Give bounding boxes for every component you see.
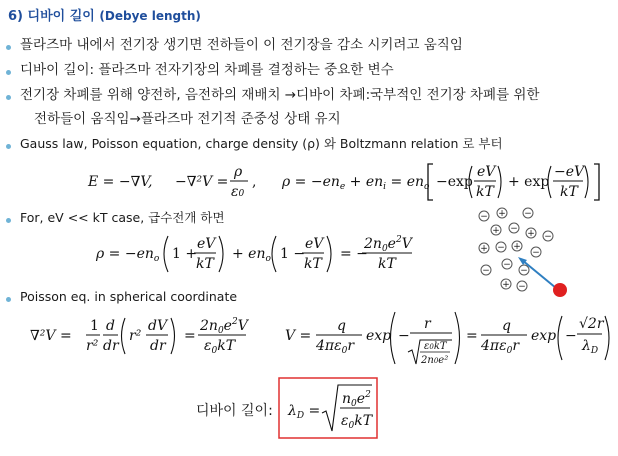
svg-text:λD =: $\lambda_D$ =: [288, 403, 321, 421]
svg-text:eV: eV: [477, 164, 496, 180]
svg-text:−: −: [544, 232, 552, 242]
svg-text:−: −: [482, 266, 490, 276]
svg-text:r²: r²: [86, 338, 99, 354]
svg-text:+ exp: + exp: [508, 174, 550, 190]
svg-text:,: ,: [252, 174, 257, 190]
svg-text:n0e2: $n_0e^2$: [342, 390, 371, 409]
title-number: 6): [8, 9, 23, 24]
svg-text:+: +: [527, 229, 535, 239]
svg-text:r: r: [424, 316, 431, 332]
svg-text:2n0e²: 2n0e²: [421, 355, 449, 366]
equation-spherical-poisson: [0, 308, 618, 370]
svg-text:√2r: √2r: [579, 316, 604, 332]
svg-text:−: −: [398, 328, 410, 344]
bullet-dot-icon: [6, 70, 11, 75]
bullet-4: Gauss law, Poisson equation, charge density (ρ) 와 Boltzmann relation 로 부터: [20, 136, 503, 151]
svg-text:ε0: ε0: [231, 184, 245, 200]
bullet-dot-icon: [6, 95, 11, 100]
svg-text:V =: V =: [285, 328, 312, 344]
svg-text:dr: dr: [103, 338, 119, 354]
section-title: [8, 5, 201, 24]
svg-text:+: +: [502, 280, 510, 290]
bullet-3-continuation: 전하들이 움직임→플라즈마 전기적 준중성 상태 유지: [34, 111, 341, 127]
svg-text:−: −: [520, 266, 528, 276]
svg-text:+: +: [480, 244, 488, 254]
probe-charge: [553, 283, 567, 297]
svg-text:r²: r²: [129, 328, 142, 344]
svg-text:−: −: [503, 260, 511, 270]
svg-text:exp: exp: [531, 328, 557, 344]
svg-text:+: +: [513, 242, 521, 252]
svg-text:1: 1: [90, 318, 99, 334]
equation-gauss-poisson: [0, 158, 618, 204]
bullet-5: For, eV << kT case, 급수전개 하면: [20, 210, 225, 225]
svg-text:∇²V =: ∇²V =: [30, 328, 72, 344]
bullet-dot-icon: [6, 45, 11, 50]
svg-text:q: q: [337, 318, 346, 334]
title-english: (Debye length): [99, 9, 201, 23]
svg-text:−: −: [524, 209, 532, 219]
svg-text:+ eno: + $en_o$: [232, 246, 271, 264]
svg-text:dr: dr: [150, 338, 166, 354]
svg-text:kT: kT: [476, 184, 494, 200]
svg-text:exp: exp: [366, 328, 392, 344]
svg-text:= −: = −: [340, 246, 368, 262]
bullet-1: 플라즈마 내에서 전기장 생기면 전하들이 이 전기장을 감소 시키려고 움직임: [20, 37, 463, 53]
bullet-dot-icon: [6, 297, 11, 302]
bullet-2: 디바이 길이: 플라즈마 전자기장의 차폐를 결정하는 중요한 변수: [20, 62, 394, 78]
svg-text:4πε0r: $4\pi\varepsilon_0r$: [481, 338, 520, 356]
svg-text:=: =: [466, 328, 478, 344]
svg-text:2n0e2V: $2n_0e^2V$: [200, 317, 248, 336]
svg-text:+: +: [498, 209, 506, 219]
bullet-dot-icon: [6, 144, 11, 149]
svg-text:ρ: ρ: [234, 164, 243, 180]
svg-text:−: −: [532, 248, 540, 258]
title-korean: 디바이 길이: [27, 9, 95, 24]
svg-text:+: +: [492, 226, 500, 236]
svg-text:kT: kT: [304, 256, 322, 272]
svg-text:d: d: [106, 318, 115, 334]
debye-shielding-diagram: [474, 200, 604, 300]
svg-text:kT: kT: [196, 256, 214, 272]
bullet-dot-icon: [6, 218, 11, 223]
svg-text:ε0kT: $\varepsilon_0kT$: [204, 338, 236, 356]
svg-text:kT: kT: [560, 184, 578, 200]
svg-text:eV: eV: [305, 236, 324, 252]
svg-text:−: −: [497, 243, 505, 253]
svg-text:ρ = −ene + eni = eno: $\rho = -en_e + en_i = en_o$: [282, 174, 430, 192]
bullet-6: Poisson eq. in spherical coordinate: [20, 289, 238, 304]
svg-text:1 +: 1 +: [172, 246, 198, 262]
svg-text:−: −: [510, 224, 518, 234]
svg-text:λD: $\lambda_D$: [582, 338, 599, 356]
svg-text:2n0e2V: $2n_0e^2V$: [364, 235, 412, 254]
svg-text:ε0kT: $\varepsilon_0kT$: [341, 413, 373, 431]
svg-text:q: q: [502, 318, 511, 334]
svg-text:−∇²V =: −∇²V =: [175, 174, 229, 190]
svg-text:eV: eV: [197, 236, 216, 252]
svg-text:ρ = −eno: $\rho = -en_o$: [96, 246, 160, 264]
svg-text:4πε0r: $4\pi\varepsilon_0r$: [316, 338, 355, 356]
debye-length-formula-box: [278, 377, 378, 439]
equation-charge-expansion: [0, 230, 470, 276]
debye-length-label: 디바이 길이:: [196, 403, 273, 419]
svg-text:−eV: −eV: [554, 164, 585, 180]
svg-text:−: −: [518, 282, 526, 292]
svg-text:=: =: [184, 328, 196, 344]
svg-text:ε0kT: ε0kT: [424, 341, 447, 352]
svg-text:dV: dV: [148, 318, 168, 334]
bullet-3: 전기장 차폐를 위해 양전하, 음전하의 재배치 →디바이 차폐:국부적인 전기장 차폐를 위한: [20, 87, 540, 103]
svg-text:−exp: −exp: [436, 174, 473, 190]
svg-text:1 −: 1 −: [280, 246, 306, 262]
svg-text:E = −∇V,: E = −∇V,: [88, 174, 153, 190]
svg-text:kT: kT: [378, 256, 396, 272]
svg-text:−: −: [565, 328, 577, 344]
svg-text:−: −: [480, 212, 488, 222]
